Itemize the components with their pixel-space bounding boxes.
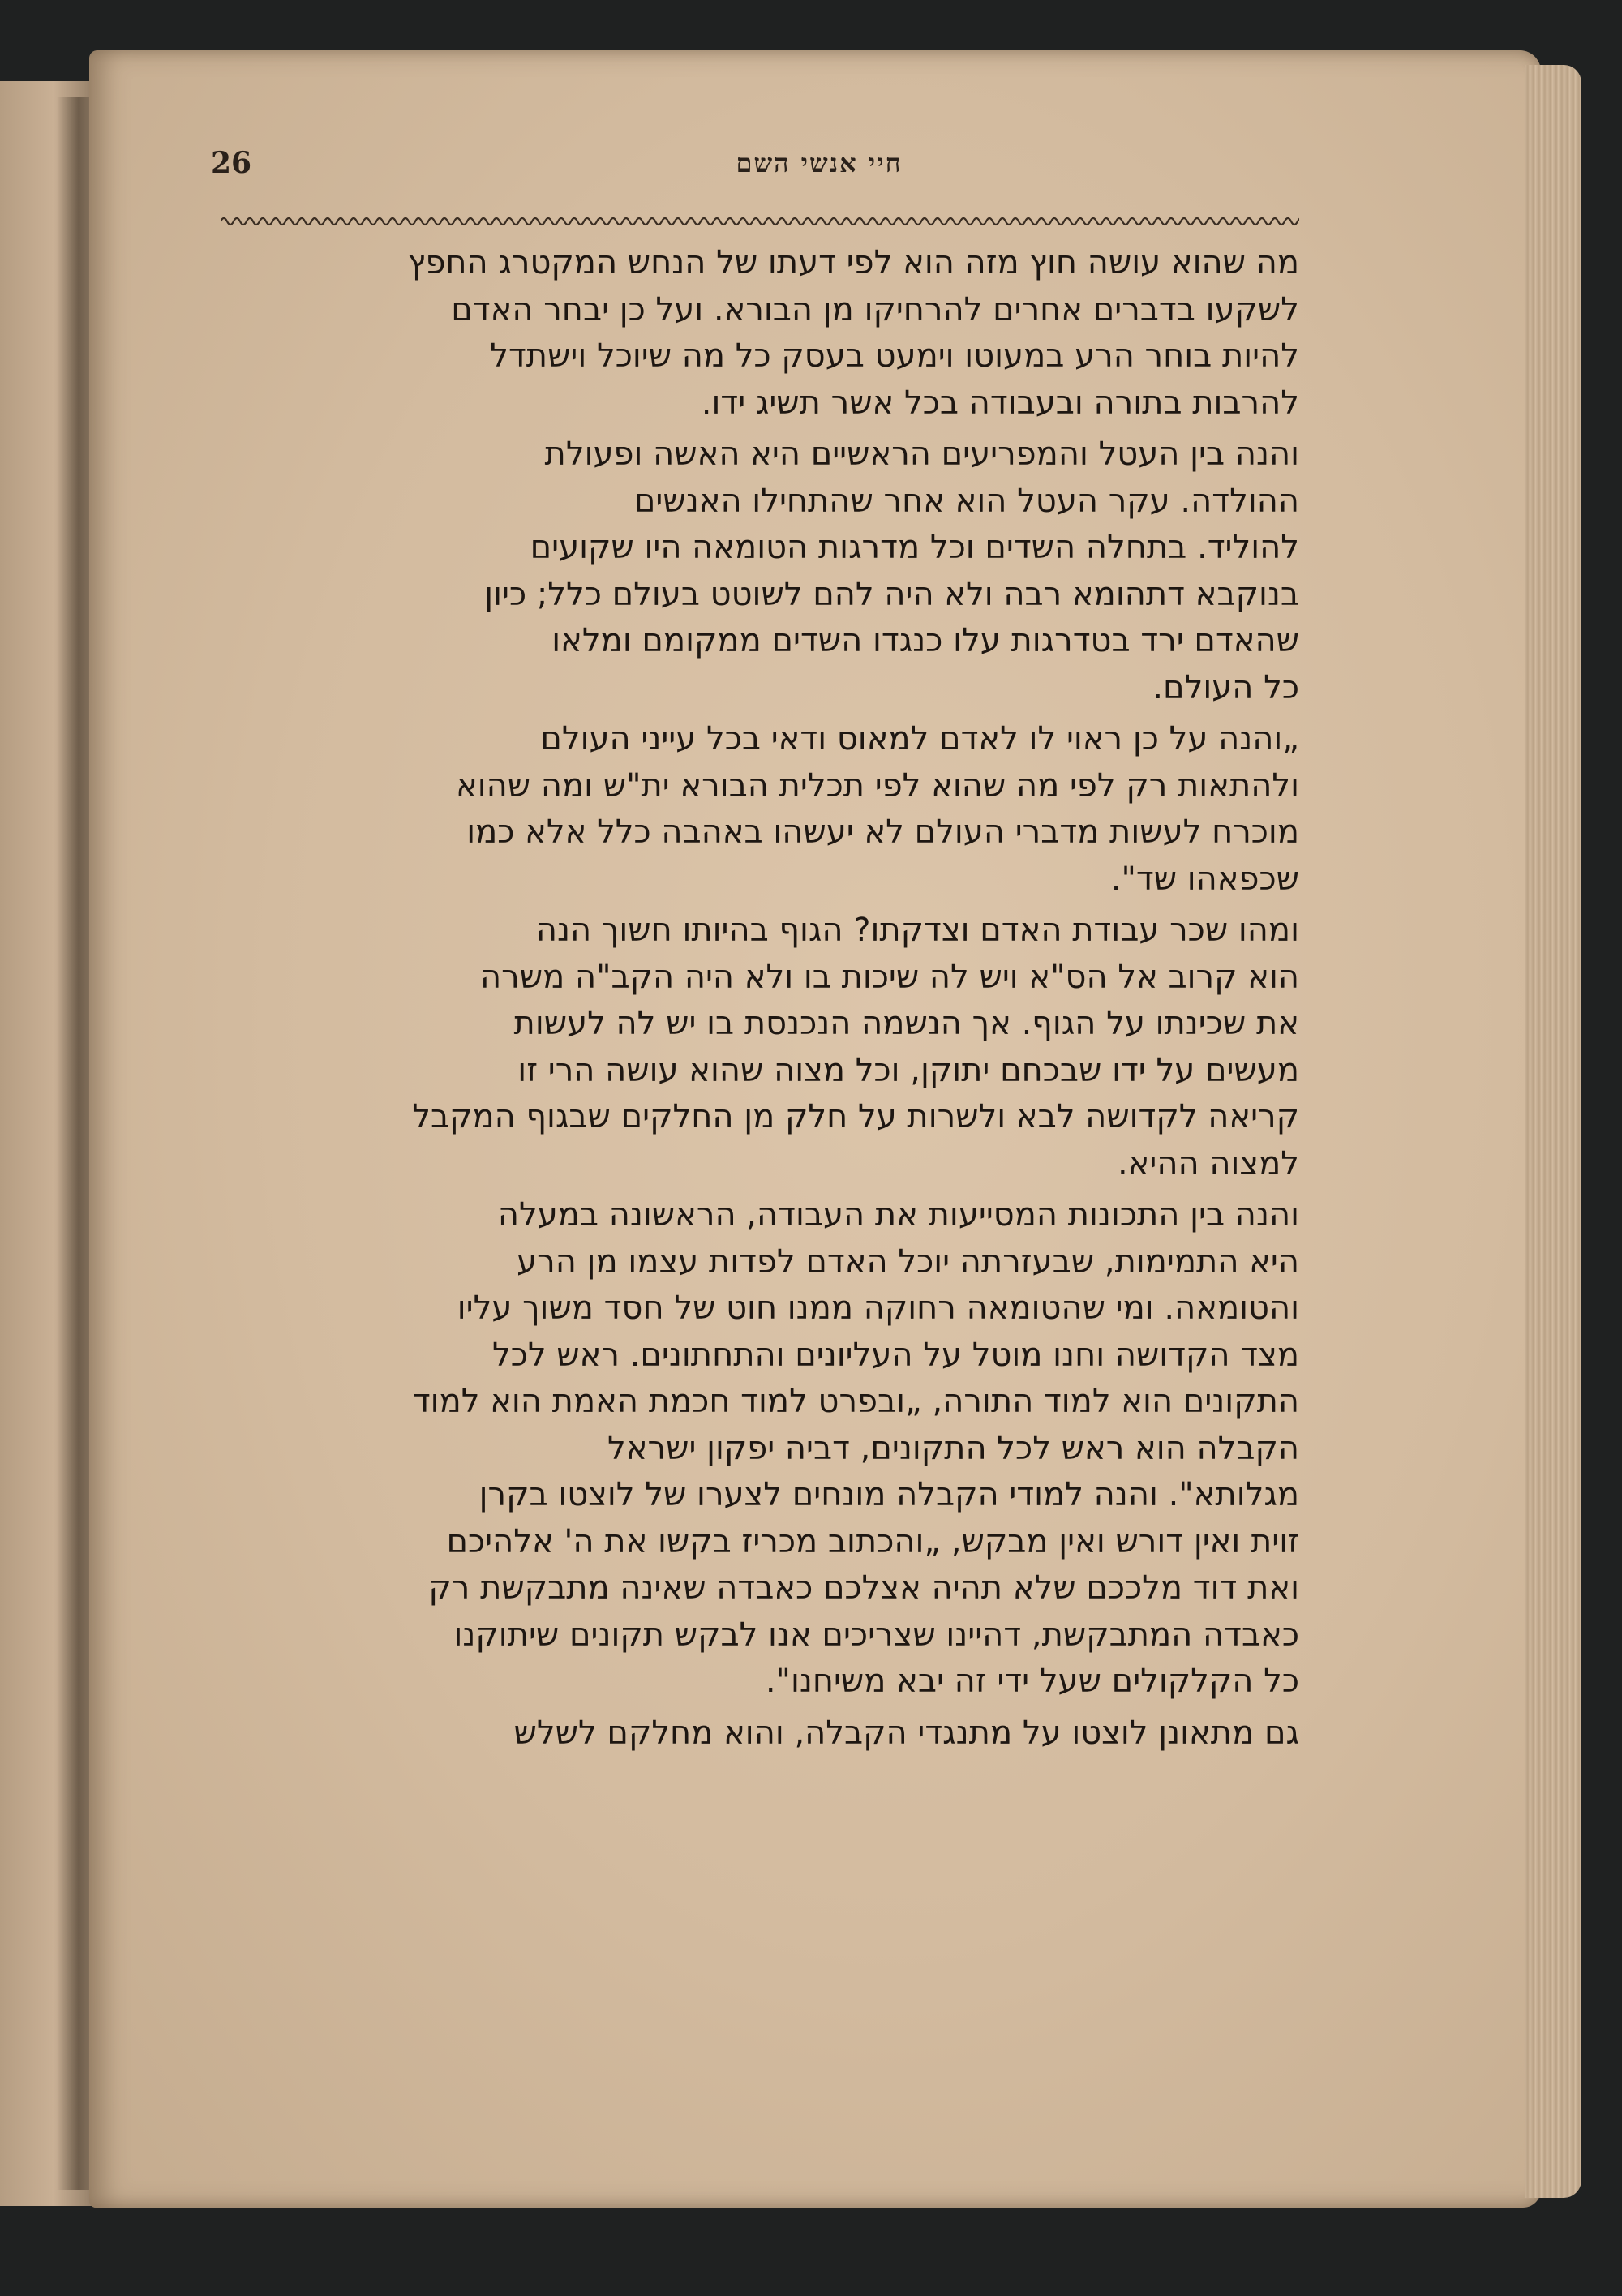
book-gutter	[57, 97, 93, 2190]
paragraph: גם מתאונן לוצטו על מתנגדי הקבלה, והוא מחלקם לשלש	[513, 1714, 1299, 1752]
running-head: חיי אנשי השם	[736, 148, 903, 178]
paragraph: ומהו שכר עבודת האדם וצדקתו? הגוף בהיותו חשוך הנה הוא קרוב אל הס"א ויש לה שיכות בו ולא היה הקב"ה משרה את שכינתו על הגוף. אך הנשמה הנכנסת בו יש לה לעשות מעשים על ידו שבכחם יתוקן, וכל מצוה שהוא עושה הרי זו קריאה לקדושה לבא ולשרות על חלק מן החלקים שבגוף המקבל למצוה ההיא.	[412, 912, 1299, 1182]
paragraph: והנה בין התכונות המסייעות את העבודה, הראשונה במעלה היא התמימות, שבעזרתה יוכל האדם לפדות עצמו מן הרע והטומאה. ומי שהטומאה רחוקה ממנו חוט של חסד משוך עליו מצד הקדושה וחנו מוטל על העליונים והתחתונים. ראש לכל התקונים הוא למוד התורה, „ובפרט למוד חכמת האמת הוא למוד הקבלה הוא ראש לכל התקונים, דביה יפקון ישראל מגלותא". והנה למודי הקבלה מונחים לצערו של לוצטו בקרן זוית ואין דורש ואין מבקש, „והכתוב מכריז בקשו את ה' אלהיכם ואת דוד מלככם שלא תהיה אצלכם כאבדה שאינה מתבקשת רק כאבדה המתבקשת, דהיינו שצריכים אנו לבקש תקונים שיתוקנו כל הקלקולים שעל ידי זה יבא משיחנו".	[412, 1196, 1299, 1700]
body-text	[221, 240, 1299, 1757]
page-header	[211, 146, 1298, 195]
wavy-rule	[221, 209, 1299, 234]
page-number: 26	[211, 146, 252, 180]
paragraph: „והנה על כן ראוי לו לאדם למאוס ודאי בכל עייני העולם ולהתאות רק לפי מה שהוא לפי תכלית הבורא ית"ש ומה שהוא מוכרח לעשות מדברי העולם לא יעשהו באהבה כלל אלא כמו שכפאהו שד".	[456, 720, 1299, 898]
paragraph: מה שהוא עושה חוץ מזה הוא לפי דעתו של הנחש המקטרג החפץ לשקעו בדברים אחרים להרחיקו מן הבורא. ועל כן יבחר האדם להיות בוחר הרע במעוטו וימעט בעסק כל מה שיוכל וישתדל להרבות בתורה ובעבודה בכל אשר תשיג ידו.	[407, 244, 1299, 422]
page-stack-edge	[1525, 65, 1581, 2198]
paragraph: והנה בין העטל והמפריעים הראשיים היא האשה ופעולת ההולדה. עקר העטל הוא אחר שהתחילו האנשים להוליד. בתחלה השדים וכל מדרגות הטומאה היו שקועים בנוקבא דתהומא רבה ולא היה להם לשוטט בעולם כלל; כיון שהאדם ירד בטדרגות עלו כנגדו השדים ממקומם ומלאו כל העולם.	[484, 436, 1299, 706]
